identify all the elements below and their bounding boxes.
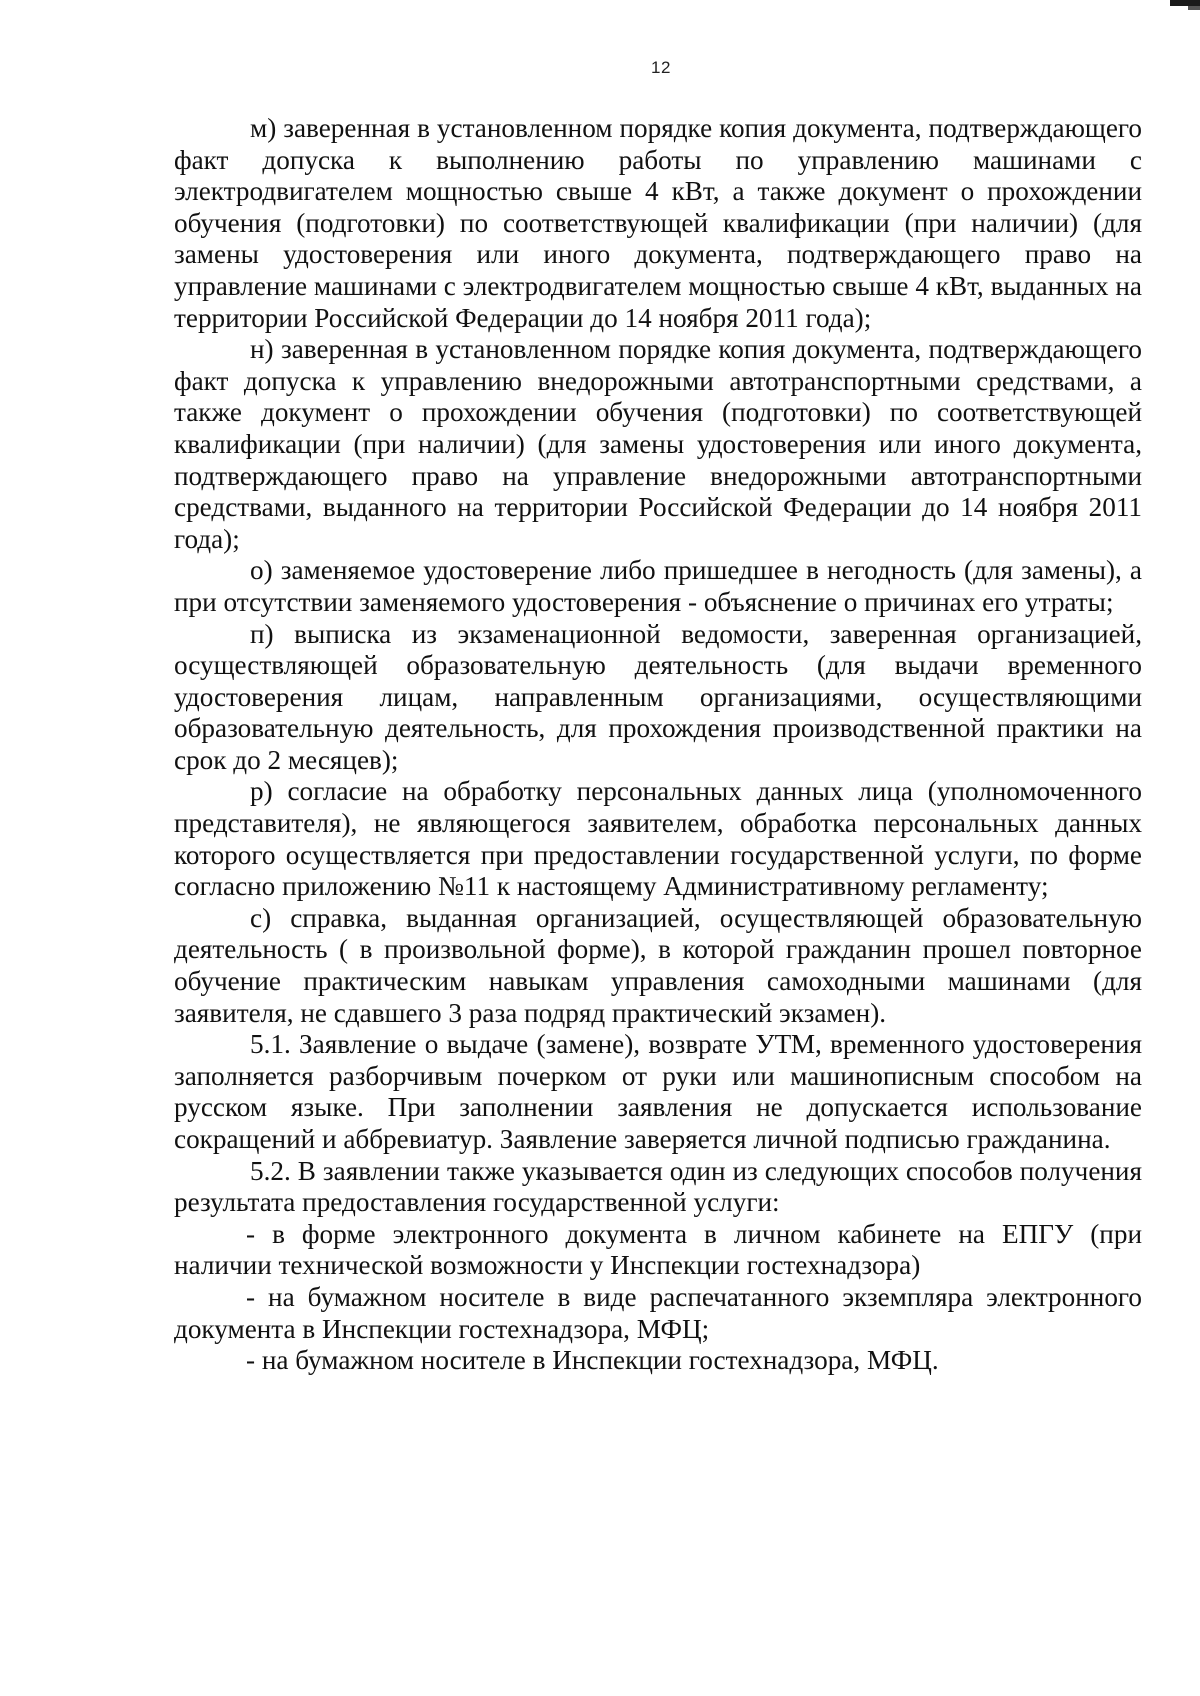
document-body xyxy=(174,113,1142,1377)
paragraph-item-o: о) заменяемое удостоверение либо пришедшее в негодность (для замены), а при отсутствии заменяемого удостоверения - объяснение о причинах его утраты; xyxy=(174,555,1142,617)
paragraph-item-m: м) заверенная в установленном порядке копия документа, подтверждающего факт допуска к выполнению работы по управлению машинами с электродвигателем мощностью свыше 4 кВт, а также документ о прохождении обучения (подготовки) по соответствующей квалификации (при наличии) (для замены удостоверения или иного документа, подтверждающего право на управление машинами с электродвигателем мощностью свыше 4 кВт, выданных на территории Российской Федерации до 14 ноября 2011 года); xyxy=(174,113,1142,333)
paragraph-item-n: н) заверенная в установленном порядке копия документа, подтверждающего факт допуска к управлению внедорожными автотранспортными средствами, а также документ о прохождении обучения (подготовки) по соответствующей квалификации (при наличии) (для замены удостоверения или иного документа, подтверждающего право на управление внедорожными автотранспортными средствами, выданного на территории Российской Федерации до 14 ноября 2011 года); xyxy=(174,334,1142,554)
paragraph-item-p: п) выписка из экзаменационной ведомости, заверенная организацией, осуществляющей образовательную деятельность (для выдачи временного удостоверения лицам, направленным организациями, осуществляющими образовательную деятельность, для прохождения производственной практики на срок до 2 месяцев); xyxy=(174,618,1142,775)
list-item-electronic: - в форме электронного документа в личном кабинете на ЕПГУ (при наличии технической возможности у Инспекции гостехнадзора) xyxy=(174,1218,1142,1281)
page-number: 12 xyxy=(651,58,671,77)
paragraph-item-r: р) согласие на обработку персональных данных лица (уполномоченного представителя), не являющегося заявителем, обработка персональных данных которого осуществляется при предоставлении государственной услуги, по форме согласно приложению №11 к настоящему Административному регламенту; xyxy=(174,776,1142,902)
list-item-paper-printout: - на бумажном носителе в виде распечатанного экземпляра электронного документа в Инспекции гостехнадзора, МФЦ; xyxy=(174,1281,1142,1344)
list-item-paper: - на бумажном носителе в Инспекции гостехнадзора, МФЦ. xyxy=(246,1345,939,1376)
paragraph-5-1: 5.1. Заявление о выдаче (замене), возврате УТМ, временного удостоверения заполняется разборчивым почерком от руки или машинописным способом на русском языке. При заполнении заявления не допускается использование сокращений и аббревиатур. Заявление заверяется личной подписью гражданина. xyxy=(174,1029,1142,1154)
scan-mark-secondary xyxy=(1188,6,1200,10)
paragraph-item-s: с) справка, выданная организацией, осуществляющей образовательную деятельность ( в произвольной форме), в которой гражданин прошел повторное обучение практическим навыкам управления самоходными машинами (для заявителя, не сдавшего 3 раза подряд практический экзамен). xyxy=(174,902,1142,1028)
paragraph-5-2: 5.2. В заявлении также указывается один из следующих способов получения результата предоставления государственной услуги: xyxy=(174,1155,1142,1218)
